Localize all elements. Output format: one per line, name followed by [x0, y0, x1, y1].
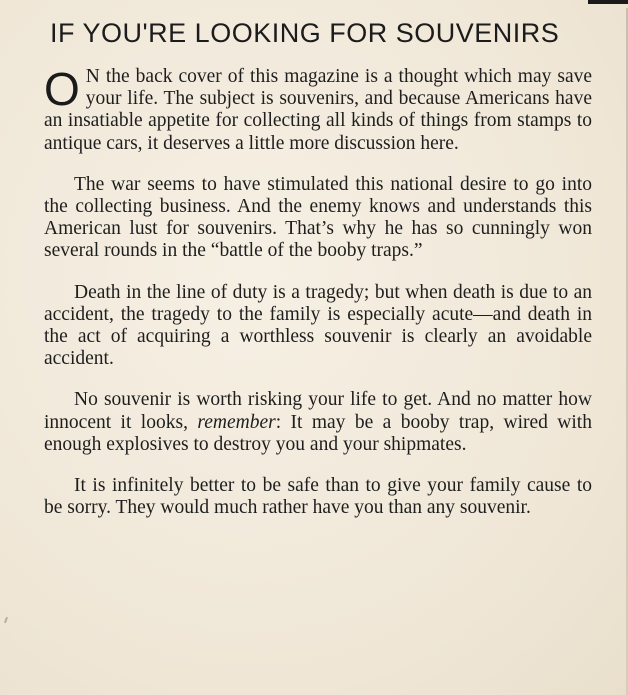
- paragraph-1: [44, 63, 592, 155]
- headline: IF YOU'RE LOOKING FOR SOUVENIRS: [50, 18, 560, 48]
- paper-speck: [4, 617, 8, 623]
- paragraph-4-text: No souvenir is worth risking your life to get. And no matter how innocent it looks,: [44, 389, 592, 433]
- paragraph-5: It is infinitely better to be safe than to give your family cause to be sorry. They would much rather have you than any souvenir.: [44, 475, 592, 519]
- paragraph-2: The war seems to have stimulated this national desire to go into the collecting business. And the enemy knows and understands this American lust for souvenirs. That’s why he has so cunningly won several rounds in the “battle of the booby traps.”: [44, 173, 592, 262]
- emphasis-remember: remember: [197, 411, 276, 433]
- paragraph-4: [44, 389, 592, 456]
- paragraph-3: Death in the line of duty is a tragedy; but when death is due to an accident, the tragedy to the family is especially acute—and death in the act of acquiring a worthless souvenir is clearly an avoidable accident.: [44, 281, 592, 370]
- top-rule: [588, 0, 628, 4]
- paragraph-4-text-end: : It may be a booby trap, wired with enough explosives to destroy you and your shipmates.: [44, 411, 592, 455]
- drop-cap: O: [44, 63, 80, 115]
- paragraph-1-text: N the back cover of this magazine is a thought which may save your life. The subject is souvenirs, and because Americans have an insatiable appetite for collecting all kinds of things from stamps to antique cars, it deserves a little more discussion here.: [44, 66, 592, 154]
- article-body: [44, 63, 592, 519]
